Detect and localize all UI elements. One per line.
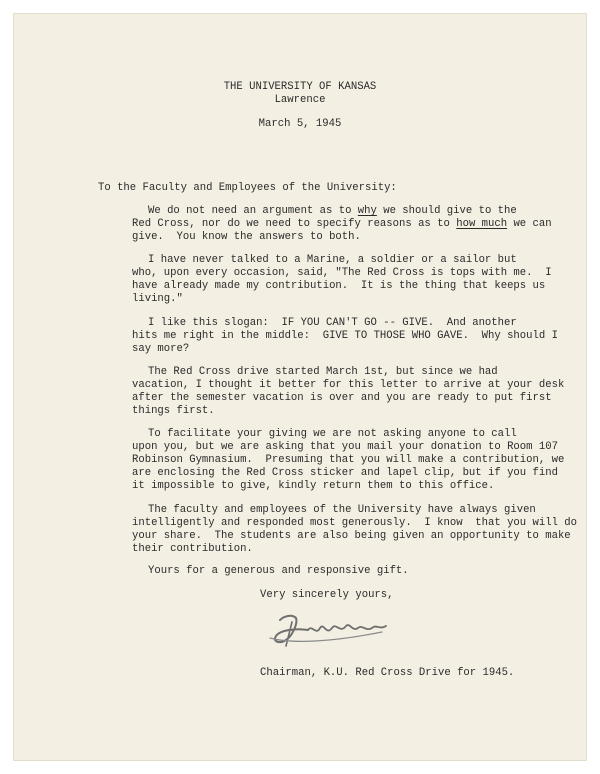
p2-line-4: living." xyxy=(132,293,183,305)
p5-line-2: upon you, but we are asking that you mail your donation to Room 107 xyxy=(132,441,558,453)
p5-line-5: it impossible to give, kindly return them to this office. xyxy=(132,480,495,492)
p4-line-1: The Red Cross drive started March 1st, but since we had xyxy=(148,366,498,378)
p6-line-2: intelligently and responded most generously. I know that you will do xyxy=(132,517,578,529)
p2-line-3: have already made my contribution. It is the thing that keeps us xyxy=(132,280,546,292)
signature-title: Chairman, K.U. Red Cross Drive for 1945. xyxy=(260,667,515,679)
p6-line-4: their contribution. xyxy=(132,543,253,555)
p2-line-1: I have never talked to a Marine, a soldier or a sailor but xyxy=(148,254,517,266)
p1-line-3: give. You know the answers to both. xyxy=(132,231,361,243)
p4-line-4: things first. xyxy=(132,405,215,417)
letterhead-city: Lawrence xyxy=(274,94,326,106)
p6-line-1: The faculty and employees of the University have always given xyxy=(148,504,536,516)
handwritten-signature xyxy=(262,602,402,662)
p5-line-4: are enclosing the Red Cross sticker and lapel clip, but if you find xyxy=(132,467,558,479)
p6-line-3: your share. The students are also being given an opportunity to make xyxy=(132,530,571,542)
closing-line: Yours for a generous and responsive gift. xyxy=(148,565,409,577)
p1-line-2: Red Cross, nor do we need to specify reasons as to how much we can xyxy=(132,218,552,230)
p5-line-1: To facilitate your giving we are not asking anyone to call xyxy=(148,428,517,440)
letter-date: March 5, 1945 xyxy=(258,118,342,130)
p3-line-2: hits me right in the middle: GIVE TO THOSE WHO GAVE. Why should I xyxy=(132,330,558,342)
emphasis-how-much: how much xyxy=(456,218,508,230)
p3-line-1: I like this slogan: IF YOU CAN'T GO -- GIVE. And another xyxy=(148,317,517,329)
p2-line-2: who, upon every occasion, said, "The Red Cross is tops with me. I xyxy=(132,267,552,279)
emphasis-why: why xyxy=(357,205,377,217)
p1-line-1: We do not need an argument as to why we should give to the xyxy=(148,205,517,217)
p3-line-3: say more? xyxy=(132,343,190,355)
letterhead-org: THE UNIVERSITY OF KANSAS xyxy=(223,81,377,93)
complimentary-close: Very sincerely yours, xyxy=(260,589,394,601)
salutation: To the Faculty and Employees of the University: xyxy=(98,182,397,194)
p5-line-3: Robinson Gymnasium. Presuming that you will make a contribution, we xyxy=(132,454,565,466)
p4-line-2: vacation, I thought it better for this letter to arrive at your desk xyxy=(132,379,565,391)
p4-line-3: after the semester vacation is over and you are ready to put first xyxy=(132,392,552,404)
letter-page xyxy=(14,14,586,760)
